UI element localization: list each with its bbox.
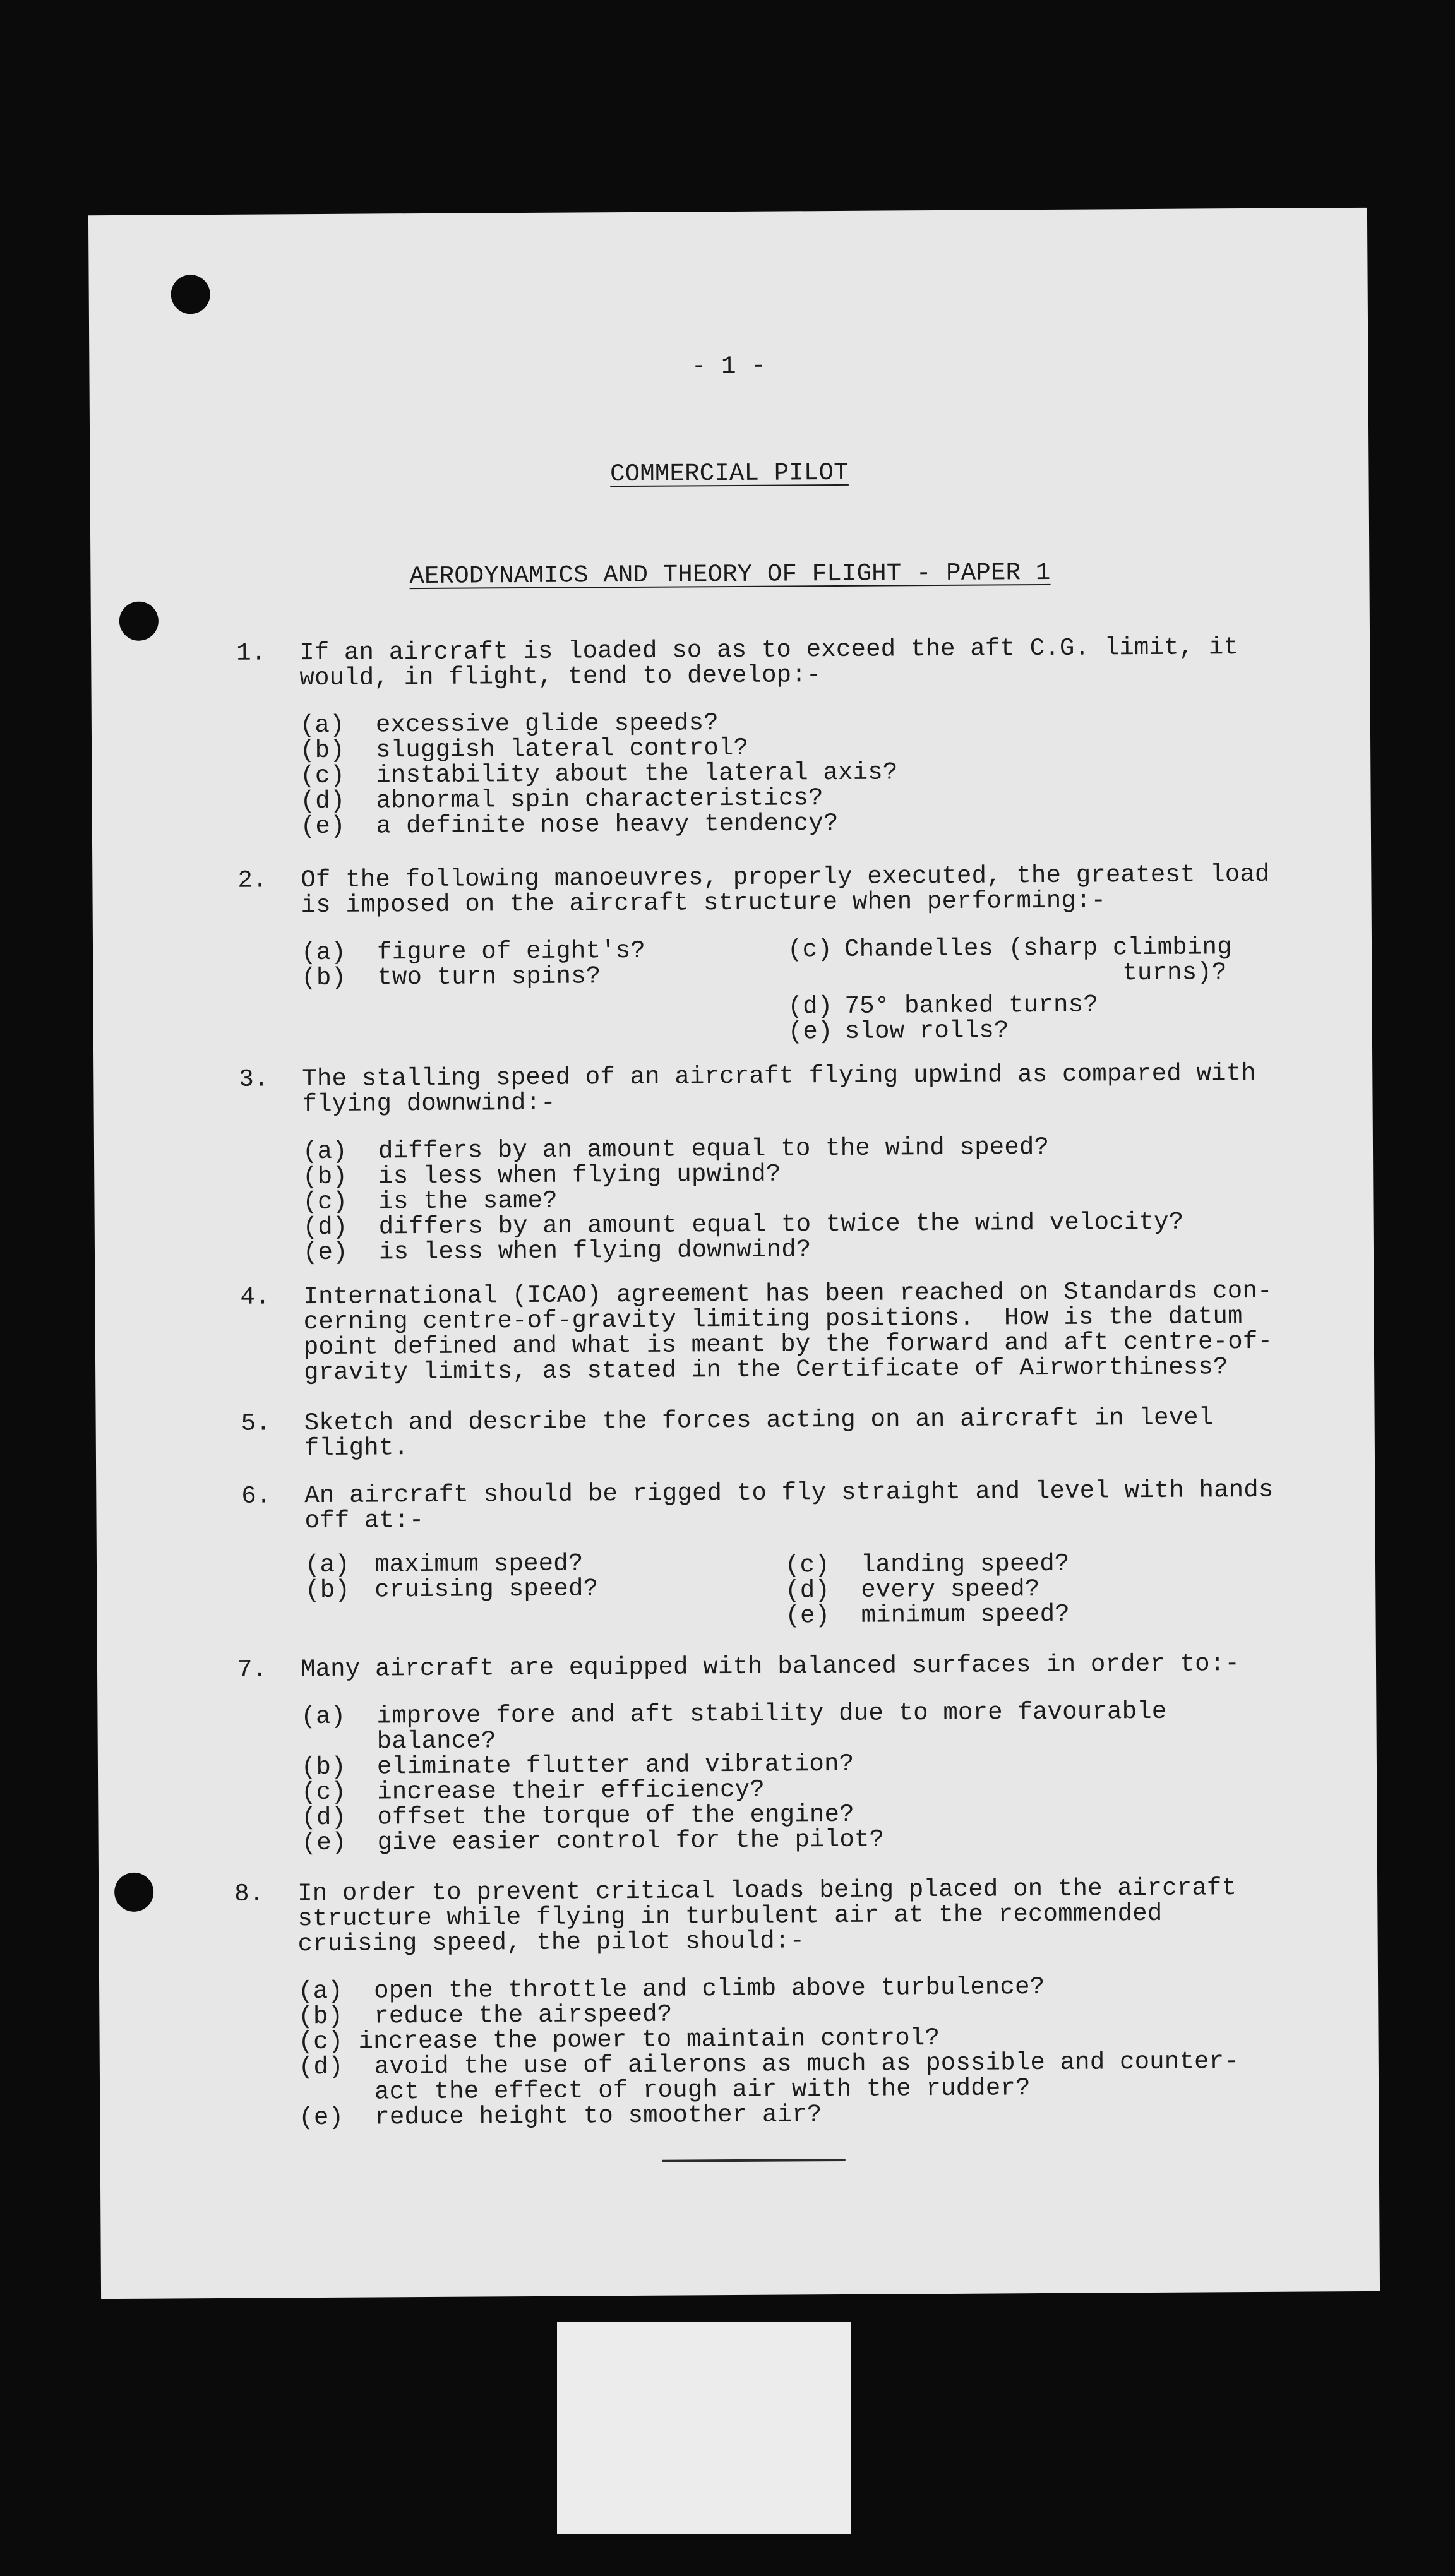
option-key: (e) bbox=[301, 1828, 347, 1857]
punch-hole-bottom bbox=[114, 1873, 153, 1912]
option-text: increase the power to maintain control? bbox=[358, 2024, 940, 2056]
option-key: (c) bbox=[784, 1551, 830, 1580]
option-text: offset the torque of the engine? bbox=[377, 1800, 854, 1832]
question-2-text: is imposed on the aircraft structure when performing:- bbox=[301, 886, 1106, 920]
option-key: (b) bbox=[298, 2002, 344, 2031]
option-text: landing speed? bbox=[860, 1549, 1070, 1579]
option-text: differs by an amount equal to twice the wind velocity? bbox=[378, 1208, 1184, 1241]
option-text: avoid the use of ailerons as much as possible and counter- bbox=[374, 2048, 1240, 2081]
option-key: (c) bbox=[300, 761, 345, 790]
option-text: abnormal spin characteristics? bbox=[376, 784, 823, 815]
option-key: (d) bbox=[787, 993, 833, 1021]
option-text: increase their efficiency? bbox=[377, 1775, 765, 1806]
question-7-text: Many aircraft are equipped with balanced surfaces in order to:- bbox=[300, 1650, 1240, 1684]
option-key: (d) bbox=[298, 2053, 344, 2082]
option-text: is less when flying downwind? bbox=[378, 1236, 811, 1267]
option-text: instability about the lateral axis? bbox=[376, 758, 898, 790]
question-8-text: In order to prevent critical loads being placed on the aircraft bbox=[297, 1874, 1237, 1908]
question-1-text: would, in flight, tend to develop:- bbox=[299, 661, 822, 693]
question-8-text: structure while flying in turbulent air at the recommended bbox=[297, 1899, 1163, 1933]
option-text: cruising speed? bbox=[374, 1575, 599, 1604]
question-4-number: 4. bbox=[240, 1283, 270, 1311]
option-key: (b) bbox=[301, 963, 347, 993]
exam-paper-sheet bbox=[88, 208, 1380, 2299]
question-4-text: International (ICAO) agreement has been reached on Standards con- bbox=[303, 1277, 1272, 1311]
option-text: excessive glide speeds? bbox=[375, 709, 719, 739]
question-2-number: 2. bbox=[237, 866, 268, 895]
option-text: 75° banked turns? bbox=[844, 991, 1099, 1020]
question-7-number: 7. bbox=[237, 1655, 268, 1684]
option-key: (a) bbox=[301, 1702, 346, 1731]
question-3-number: 3. bbox=[239, 1065, 269, 1094]
paper-subtitle: AERODYNAMICS AND THEORY OF FLIGHT - PAPER 1 bbox=[409, 558, 1051, 591]
option-key: (d) bbox=[785, 1577, 830, 1605]
option-key: (a) bbox=[299, 711, 345, 740]
question-8-number: 8. bbox=[234, 1880, 265, 1908]
option-key: (c) bbox=[302, 1188, 348, 1217]
option-key: (b) bbox=[299, 736, 345, 765]
question-8-text: cruising speed, the pilot should:- bbox=[297, 1927, 805, 1959]
option-key: (e) bbox=[299, 2103, 344, 2132]
question-2-text: Of the following manoeuvres, properly executed, the greatest load bbox=[301, 860, 1270, 895]
option-key: (d) bbox=[300, 787, 345, 816]
question-4-text: cerning centre-of-gravity limiting positions. How is the datum bbox=[303, 1303, 1243, 1337]
question-4-text: point defined and what is meant by the forward and aft centre-of- bbox=[303, 1327, 1273, 1362]
option-text-continued: turns)? bbox=[1122, 958, 1227, 987]
option-key: (a) bbox=[297, 1977, 344, 2006]
question-3-text: The stalling speed of an aircraft flying upwind as compared with bbox=[302, 1059, 1257, 1094]
question-1-number: 1. bbox=[236, 639, 266, 667]
option-text-continued: act the effect of rough air with the rudder? bbox=[374, 2074, 1031, 2106]
page-title: COMMERCIAL PILOT bbox=[609, 458, 849, 489]
question-6-text: off at:- bbox=[304, 1506, 424, 1535]
option-text: slow rolls? bbox=[844, 1017, 1009, 1046]
option-text: minimum speed? bbox=[861, 1600, 1070, 1630]
option-text: sluggish lateral control? bbox=[375, 734, 749, 765]
option-key: (b) bbox=[305, 1576, 350, 1605]
option-key: (b) bbox=[301, 1753, 346, 1782]
option-text: is the same? bbox=[378, 1186, 558, 1216]
option-text: reduce the airspeed? bbox=[374, 2000, 673, 2030]
option-text: eliminate flutter and vibration? bbox=[376, 1750, 854, 1781]
option-key: (c) bbox=[787, 936, 833, 964]
option-text: is less when flying upwind? bbox=[378, 1160, 781, 1191]
page-number: - 1 - bbox=[691, 352, 767, 381]
option-key: (b) bbox=[302, 1162, 348, 1191]
option-key: (e) bbox=[302, 1238, 348, 1267]
option-text: figure of eight's? bbox=[376, 936, 646, 967]
question-4-text: gravity limits, as stated in the Certificate of Airworthiness? bbox=[304, 1353, 1228, 1387]
option-text: improve fore and aft stability due to more favourable bbox=[376, 1697, 1167, 1731]
option-text: Chandelles (sharp climbing bbox=[844, 933, 1232, 963]
question-5-text: Sketch and describe the forces acting on an aircraft in level bbox=[304, 1404, 1214, 1438]
option-text: open the throttle and climb above turbulence? bbox=[373, 1973, 1045, 2005]
option-key: (c) bbox=[298, 2027, 344, 2056]
question-5-text: flight. bbox=[304, 1434, 409, 1463]
option-key: (e) bbox=[785, 1602, 830, 1630]
punch-hole-middle bbox=[119, 602, 159, 641]
option-text: a definite nose heavy tendency? bbox=[376, 809, 839, 840]
option-key: (a) bbox=[304, 1551, 350, 1580]
option-text: reduce height to smoother air? bbox=[374, 2101, 822, 2132]
option-text: differs by an amount equal to the wind speed? bbox=[378, 1133, 1050, 1166]
question-6-number: 6. bbox=[241, 1482, 272, 1510]
question-6-text: An aircraft should be rigged to fly straight and level with hands bbox=[304, 1476, 1274, 1510]
option-key: (a) bbox=[302, 1137, 347, 1166]
option-key: (a) bbox=[301, 938, 347, 967]
option-text: maximum speed? bbox=[374, 1549, 584, 1579]
option-key: (e) bbox=[300, 812, 345, 841]
option-key: (d) bbox=[302, 1213, 348, 1242]
option-key: (c) bbox=[301, 1778, 347, 1807]
option-text: every speed? bbox=[861, 1575, 1040, 1604]
option-text: give easier control for the pilot? bbox=[377, 1825, 885, 1857]
option-key: (d) bbox=[301, 1803, 347, 1832]
punch-hole-top bbox=[171, 275, 210, 314]
question-3-text: flying downwind:- bbox=[302, 1088, 556, 1119]
option-text: two turn spins? bbox=[377, 962, 601, 992]
paper-stub bbox=[557, 2322, 851, 2534]
question-1-text: If an aircraft is loaded so as to exceed the aft C.G. limit, it bbox=[299, 633, 1239, 667]
option-text-continued: balance? bbox=[376, 1727, 496, 1756]
end-rule bbox=[662, 2159, 846, 2162]
option-key: (e) bbox=[787, 1018, 833, 1046]
question-5-number: 5. bbox=[241, 1409, 271, 1438]
